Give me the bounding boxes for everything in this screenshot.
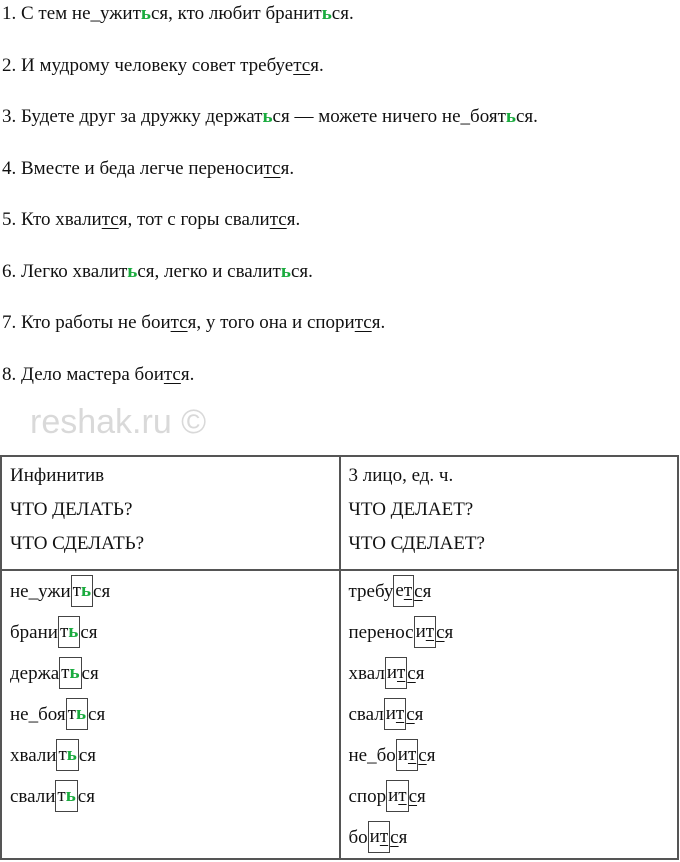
underlined-ending: тс [170, 312, 188, 333]
sentence [2, 364, 194, 386]
boxed-ending [386, 780, 408, 812]
soft-sign-highlight: ь [262, 106, 273, 127]
text-segment: 2. И мудрому человеку совет требуе [2, 54, 294, 76]
text-segment: я. [280, 157, 295, 179]
underlined-ending: тс [269, 209, 287, 230]
underlined-ending: с [414, 581, 423, 602]
header-question: ЧТО СДЕЛАТЬ? [10, 533, 145, 554]
text-segment: и [388, 784, 399, 806]
soft-sign-highlight: ь [65, 784, 76, 806]
text-segment: ся [93, 581, 111, 602]
word-entry [349, 571, 678, 612]
text-segment: я, у того она и спори [187, 312, 355, 333]
infinitive-column [1, 570, 340, 859]
sentence [2, 209, 300, 231]
text-segment: т [58, 743, 67, 765]
text-segment: я, тот с горы свали [118, 209, 270, 230]
right-header-cell [340, 456, 679, 570]
word-entry [349, 735, 678, 776]
word-entry [349, 612, 678, 653]
soft-sign-highlight: ь [80, 579, 92, 601]
boxed-ending [368, 821, 390, 853]
text-segment: я. [310, 54, 324, 76]
text-segment: т [67, 702, 76, 724]
underlined-ending: т [425, 620, 435, 642]
underlined-ending: с [408, 786, 418, 807]
underlined-ending: тс [354, 312, 372, 333]
underlined-ending: тс [101, 209, 119, 230]
text-segment: и [385, 702, 396, 724]
word-stem: держа [10, 663, 60, 684]
boxed-ending [414, 616, 436, 648]
word-entry [349, 776, 678, 817]
underlined-ending: с [406, 704, 415, 725]
word-entry [10, 694, 339, 735]
soft-sign-highlight: ь [69, 661, 80, 683]
word-stem: не_боя [10, 704, 66, 725]
text-segment: ся, кто любит бранит [150, 3, 322, 24]
text-segment: я [398, 827, 408, 848]
boxed-ending [396, 739, 418, 771]
text-segment: т [57, 784, 66, 806]
word-entry [10, 571, 339, 612]
word-stem: хвали [10, 745, 57, 766]
soft-sign-highlight: ь [75, 702, 87, 724]
underlined-ending: т [396, 661, 406, 683]
boxed-ending [71, 575, 93, 607]
text-segment: я [444, 622, 454, 643]
text-segment: 1. С тем не_ужит [2, 3, 141, 24]
text-segment: т [61, 661, 70, 683]
text-segment: ся — можете ничего не_боят [272, 106, 506, 127]
soft-sign-highlight: ь [68, 620, 79, 642]
word-entry [349, 653, 678, 694]
boxed-ending [385, 657, 407, 689]
text-segment: я [414, 704, 424, 725]
boxed-ending [66, 698, 88, 730]
sentence [2, 158, 294, 180]
underlined-ending: т [407, 743, 417, 765]
text-segment: я. [286, 209, 301, 230]
underlined-ending: т [379, 825, 389, 847]
text-segment: ся. [515, 106, 538, 127]
text-segment: и [415, 620, 426, 642]
text-segment: 6. Легко хвалит [2, 260, 128, 282]
watermark: reshak.ru © [30, 403, 207, 441]
left-header-cell [1, 456, 340, 570]
soft-sign-highlight: ь [66, 743, 77, 765]
text-segment: 4. Вместе и беда легче переноси [2, 157, 264, 179]
underlined-ending: с [418, 745, 427, 766]
soft-sign-highlight: ь [321, 3, 332, 24]
boxed-ending [58, 616, 80, 648]
text-segment: е [395, 579, 404, 601]
text-segment: 3. Будете друг за дружку держат [2, 106, 263, 127]
text-segment: ся, легко и свалит [137, 260, 281, 282]
underlined-ending: т [403, 579, 413, 601]
text-segment: я. [180, 363, 195, 385]
third-person-column [340, 570, 679, 859]
boxed-ending [59, 657, 81, 689]
boxed-ending [393, 575, 414, 607]
underlined-ending: с [390, 827, 399, 848]
text-segment: я [422, 581, 432, 602]
sentence [2, 312, 385, 334]
word-stem: спор [348, 786, 387, 807]
text-segment: 7. Кто работы не бои [2, 312, 171, 333]
word-entry [349, 817, 678, 858]
text-segment: я [415, 663, 425, 684]
word-stem: не_ужи [10, 581, 71, 602]
word-stem: требу [348, 581, 394, 602]
boxed-ending [56, 739, 78, 771]
text-segment: и [369, 825, 380, 847]
word-stem: свал [348, 704, 384, 725]
header-label: 3 лицо, ед. ч. [348, 465, 454, 486]
text-segment: т [72, 579, 81, 601]
table-header-row [1, 456, 678, 570]
text-segment: ся. [290, 260, 313, 282]
sentence [2, 261, 313, 283]
text-segment: 5. Кто хвали [2, 209, 102, 230]
word-stem: свали [10, 786, 56, 807]
word-entry [10, 735, 339, 776]
header-question: ЧТО СДЕЛАЕТ? [348, 533, 485, 554]
soft-sign-highlight: ь [127, 260, 138, 282]
soft-sign-highlight: ь [505, 106, 516, 127]
text-segment: я [417, 786, 426, 807]
conjugation-table [0, 455, 679, 860]
text-segment: и [397, 743, 408, 765]
word-stem: хвал [348, 663, 385, 684]
header-question: ЧТО ДЕЛАЕТ? [348, 499, 474, 520]
underlined-ending: т [398, 784, 407, 806]
text-segment: ся [80, 622, 98, 643]
text-segment: ся. [331, 3, 354, 24]
header-question: ЧТО ДЕЛАТЬ? [10, 499, 133, 520]
text-segment: ся [88, 704, 106, 725]
text-segment: я [426, 745, 436, 766]
soft-sign-highlight: ь [280, 260, 291, 282]
sentence [2, 55, 324, 77]
text-segment: т [59, 620, 69, 642]
word-stem: брани [10, 622, 58, 643]
table-body-row [1, 570, 678, 859]
boxed-ending [384, 698, 406, 730]
sentence [2, 106, 538, 128]
word-stem: перенос [348, 622, 414, 643]
underlined-ending: тс [263, 157, 281, 179]
boxed-ending [55, 780, 77, 812]
word-stem: бо [348, 827, 368, 848]
word-entry [10, 776, 339, 817]
word-entry [10, 653, 339, 694]
underlined-ending: с [407, 663, 416, 684]
text-segment: ся [78, 745, 97, 766]
word-entry [10, 612, 339, 653]
text-segment: я. [371, 312, 386, 333]
soft-sign-highlight: ь [140, 3, 151, 24]
sentence [2, 3, 354, 25]
text-segment: 8. Дело мастера бои [2, 363, 164, 385]
underlined-ending: тс [293, 54, 311, 76]
underlined-ending: с [436, 622, 445, 643]
header-label: Инфинитив [10, 465, 105, 486]
underlined-ending: т [395, 702, 405, 724]
text-segment: и [386, 661, 397, 683]
text-segment: ся [77, 786, 95, 807]
underlined-ending: тс [163, 363, 181, 385]
text-segment: ся [81, 663, 99, 684]
word-stem: не_бо [348, 745, 396, 766]
word-entry [349, 694, 678, 735]
